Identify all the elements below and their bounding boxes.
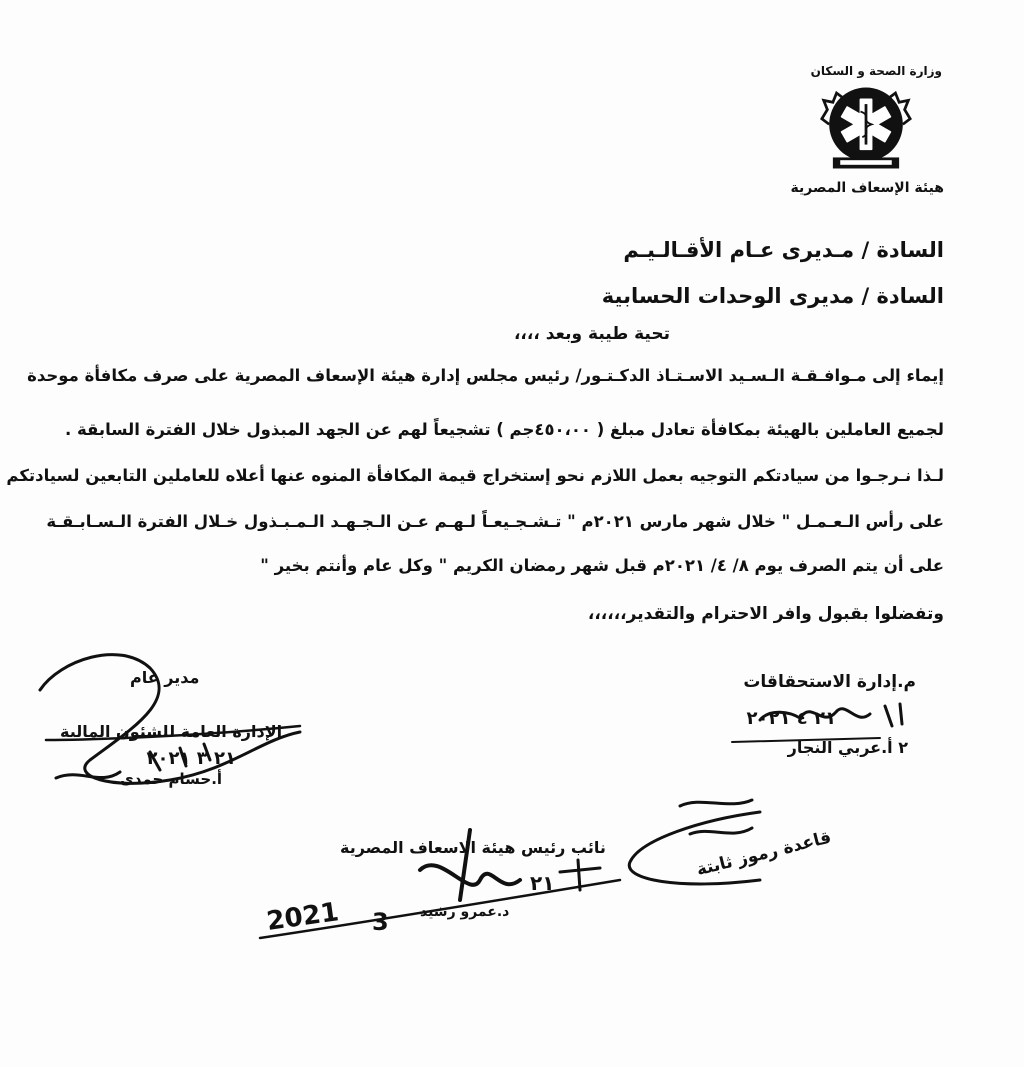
general-manager-name: أ.حسام حمدى — [120, 770, 223, 788]
financial-affairs-department: الإدارة العامة للشئون المالية — [60, 722, 283, 741]
closing-line: وتفضلوا بقبول وافر الاحترام والتقدير،،،،،، — [587, 604, 944, 624]
approval-signature-stroke — [629, 812, 760, 884]
body-line: لجميع العاملين بالهيئة بمكافأة تعادل مبلغ ( ٤٥٠،٠٠جم ) تشجيعاً لهم عن الجهد المبذول خلال الفترة السابقة . — [64, 420, 944, 439]
vice-president-name: د.عمرو رشيد — [420, 904, 510, 920]
body-line: على رأس الـعـمـل " خلال شهر مارس ٢٠٢١م " تـشـجـيعـاً لـهـم عـن الـجـهـد الـمـبـذول خـلال الفترة الـسـابـقـة — [46, 512, 944, 531]
body-line: على أن يتم الصرف يوم ٨/ ٤/ ٢٠٢١م قبل شهر رمضان الكريم " وكل عام وأنتم بخير " — [260, 556, 944, 575]
entitlements-manager-name: ٢ أ.عربي النجار — [787, 738, 908, 757]
organization-name: هيئة الإسعاف المصرية — [790, 180, 944, 196]
approval-note-handwritten: قاعدة رموز ثابتة — [694, 827, 834, 881]
entitlements-manager-title: م.إدارة الاستحقاقات — [743, 672, 916, 692]
body-line: لـذا نـرجـوا من سيادتكم التوجيه بعمل اللازم نحو إستخراج قيمة المكافأة المنوه عنها أعلاه للعاملين التابعين لسيادتكم — [6, 466, 944, 485]
bottom-month-handwritten: 3 — [372, 908, 389, 936]
ministry-name: وزارة الصحة و السكان — [810, 64, 942, 78]
left-date-handwritten: ٢١ ٣ ٢٠٢١ — [146, 748, 236, 769]
bottom-day-handwritten: ٢١ — [530, 871, 555, 895]
addressee-accounting-units: السادة / مديرى الوحدات الحسابية — [601, 284, 944, 308]
addressee-regional-directors: السادة / مـديرى عـام الأقـالـيـم — [623, 238, 944, 262]
general-manager-title: مدير عام — [130, 668, 200, 687]
right-date-handwritten: ٢١ ٤ ٢٠٢١ — [746, 708, 836, 729]
bottom-signature-stroke — [420, 865, 520, 885]
vice-president-title: نائب رئيس هيئة الاسعاف المصرية — [340, 838, 606, 857]
body-line: إيماء إلى مـوافـقـة الـسـيد الاسـتـاذ الدكـتـور/ رئيس مجلس إدارة هيئة الإسعاف المصرية على صرف مكافأة موحدة — [27, 366, 944, 385]
bottom-year-handwritten: 2021 — [264, 897, 341, 937]
right-signature-stroke — [760, 709, 870, 720]
greeting: تحية طيبة وبعد ،،،، — [513, 324, 671, 344]
ambulance-authority-logo-icon — [820, 82, 912, 174]
